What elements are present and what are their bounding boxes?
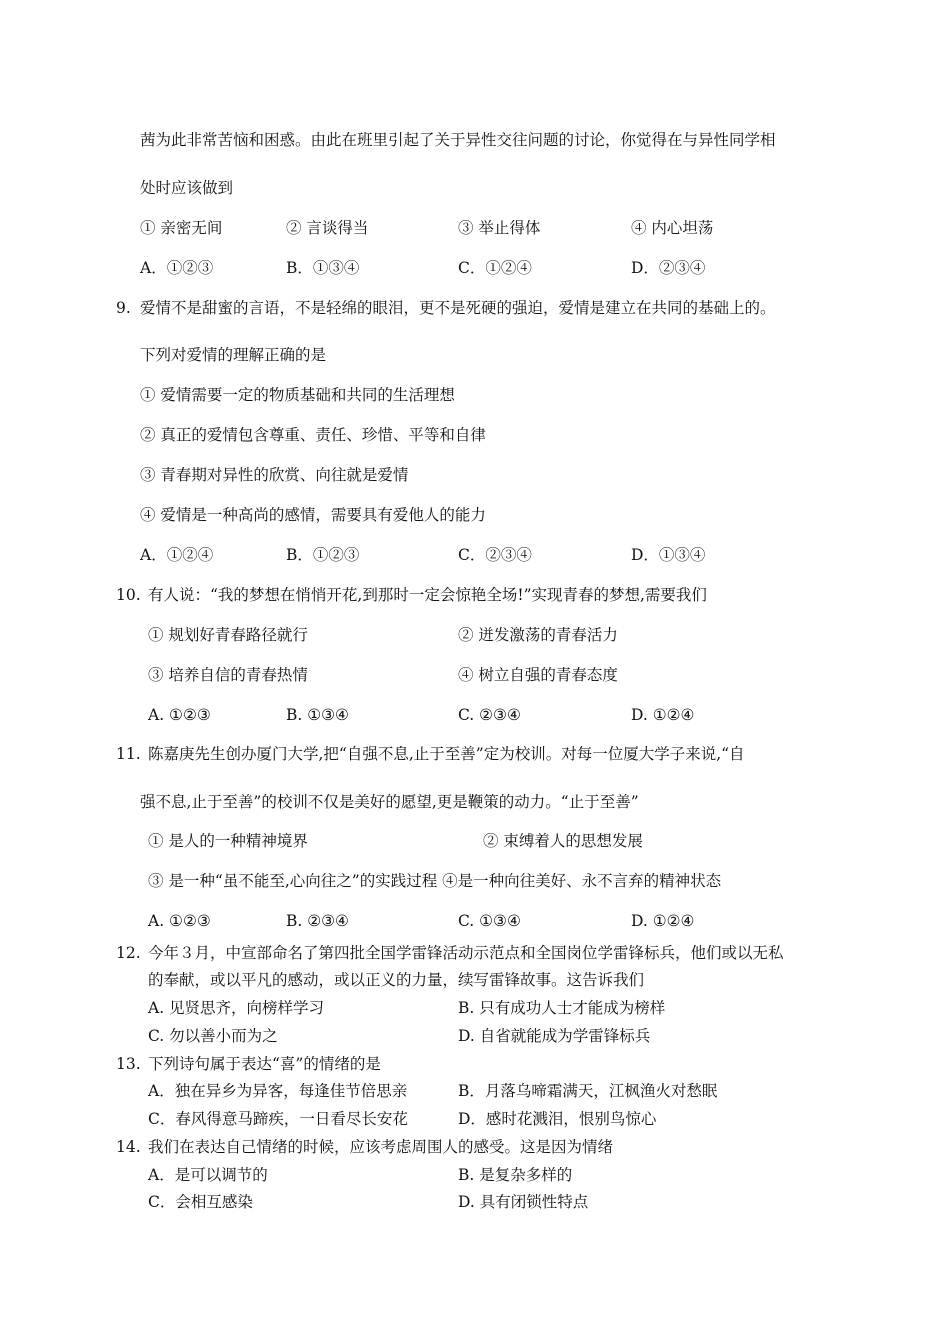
question-9-statement-2: ② 真正的爱情包含尊重、责任、珍惜、平等和自律 bbox=[140, 426, 486, 444]
question-14-option-d: D. 具有闭锁性特点 bbox=[458, 1193, 589, 1211]
question-14-option-b: B. 是复杂多样的 bbox=[458, 1166, 573, 1184]
question-12-option-c: C. 勿以善小而为之 bbox=[148, 1027, 278, 1045]
question-11-statement-3-4: ③ 是一种“虽不能至,心向往之”的实践过程 ④是一种向往美好、永不言弃的精神状态 bbox=[148, 872, 722, 890]
question-10-option-a: A. ①②③ bbox=[148, 706, 211, 724]
question-10-text-line1: 有人说：“我的梦想在悄悄开花,到那时一定会惊艳全场!”实现青春的梦想,需要我们 bbox=[148, 586, 707, 604]
question-8-option-c: C．①②④ bbox=[458, 259, 532, 277]
question-8-statement-4: ④ 内心坦荡 bbox=[631, 219, 714, 237]
question-8-text-line1: 茜为此非常苦恼和困惑。由此在班里引起了关于异性交往问题的讨论，你觉得在与异性同学相 bbox=[140, 131, 776, 149]
question-10-statement-1: ① 规划好青春路径就行 bbox=[148, 626, 308, 644]
question-8-statement-2: ② 言谈得当 bbox=[286, 219, 369, 237]
question-11-number: 11. bbox=[116, 745, 141, 763]
question-12-number: 12. bbox=[116, 944, 141, 962]
question-9-text-line2: 下列对爱情的理解正确的是 bbox=[140, 346, 327, 364]
question-8-option-d: D．②③④ bbox=[631, 259, 706, 277]
question-9-option-d: D．①③④ bbox=[631, 546, 706, 564]
question-11-option-a: A. ①②③ bbox=[148, 912, 211, 930]
question-12-option-d: D. 自省就能成为学雷锋标兵 bbox=[458, 1027, 651, 1045]
question-13-option-c: C．春风得意马蹄疾，一日看尽长安花 bbox=[148, 1110, 408, 1128]
question-13-option-b: B．月落乌啼霜满天，江枫渔火对愁眠 bbox=[458, 1082, 718, 1100]
question-9-text-line1: 爱情不是甜蜜的言语，不是轻绵的眼泪，更不是死硬的强迫，爱情是建立在共同的基础上的。 bbox=[140, 299, 776, 317]
question-10-number: 10. bbox=[116, 586, 141, 604]
question-14-option-a: A．是可以调节的 bbox=[148, 1166, 268, 1184]
question-8-option-a: A．①②③ bbox=[140, 259, 214, 277]
question-10-statement-3: ③ 培养自信的青春热情 bbox=[148, 666, 308, 684]
question-11-option-d: D. ①②④ bbox=[631, 912, 695, 930]
question-13-option-a: A．独在异乡为异客，每逢佳节倍思亲 bbox=[148, 1082, 408, 1100]
question-11-statement-2: ② 束缚着人的思想发展 bbox=[483, 832, 643, 850]
question-9-number: 9. bbox=[116, 299, 131, 317]
question-14-text-line1: 我们在表达自己情绪的时候，应该考虑周围人的感受。这是因为情绪 bbox=[148, 1138, 614, 1156]
question-12-option-a: A. 见贤思齐，向榜样学习 bbox=[148, 999, 325, 1017]
question-13-number: 13. bbox=[116, 1055, 141, 1073]
question-12-text-line2: 的奉献，或以平凡的感动，或以正义的力量，续写雷锋故事。这告诉我们 bbox=[148, 971, 645, 989]
question-12-option-b: B. 只有成功人士才能成为榜样 bbox=[458, 999, 666, 1017]
question-10-statement-4: ④ 树立自强的青春态度 bbox=[458, 666, 618, 684]
question-14-option-c: C．会相互感染 bbox=[148, 1193, 253, 1211]
question-9-option-b: B．①②③ bbox=[286, 546, 360, 564]
question-13-text-line1: 下列诗句属于表达“喜”的情绪的是 bbox=[148, 1055, 381, 1073]
question-9-statement-3: ③ 青春期对异性的欣赏、向往就是爱情 bbox=[140, 466, 409, 484]
question-10-option-c: C. ②③④ bbox=[458, 706, 521, 724]
question-11-option-b: B. ②③④ bbox=[286, 912, 349, 930]
question-14-number: 14. bbox=[116, 1138, 141, 1156]
question-12-text-line1: 今年３月，中宣部命名了第四批全国学雷锋活动示范点和全国岗位学雷锋标兵，他们或以无私 bbox=[148, 944, 784, 962]
question-9-option-c: C．②③④ bbox=[458, 546, 532, 564]
question-13-option-d: D．感时花溅泪，恨别鸟惊心 bbox=[458, 1110, 657, 1128]
question-9-statement-4: ④ 爱情是一种高尚的感情，需要具有爱他人的能力 bbox=[140, 506, 486, 524]
question-9-option-a: A．①②④ bbox=[140, 546, 214, 564]
question-8-statement-3: ③ 举止得体 bbox=[458, 219, 541, 237]
question-11-option-c: C. ①③④ bbox=[458, 912, 521, 930]
question-11-statement-1: ① 是人的一种精神境界 bbox=[148, 832, 308, 850]
question-10-option-d: D. ①②④ bbox=[631, 706, 695, 724]
question-10-statement-2: ② 迸发激荡的青春活力 bbox=[458, 626, 618, 644]
question-10-option-b: B. ①③④ bbox=[286, 706, 349, 724]
question-8-text-line2: 处时应该做到 bbox=[140, 179, 234, 197]
question-11-text-line2: 强不息,止于至善”的校训不仅是美好的愿望,更是鞭策的动力。“止于至善” bbox=[140, 793, 639, 811]
question-8-statement-1: ① 亲密无间 bbox=[140, 219, 223, 237]
question-8-option-b: B．①③④ bbox=[286, 259, 360, 277]
question-11-text-line1: 陈嘉庚先生创办厦门大学,把“自强不息,止于至善”定为校训。对每一位厦大学子来说,“自 bbox=[148, 745, 745, 763]
question-9-statement-1: ① 爱情需要一定的物质基础和共同的生活理想 bbox=[140, 386, 455, 404]
